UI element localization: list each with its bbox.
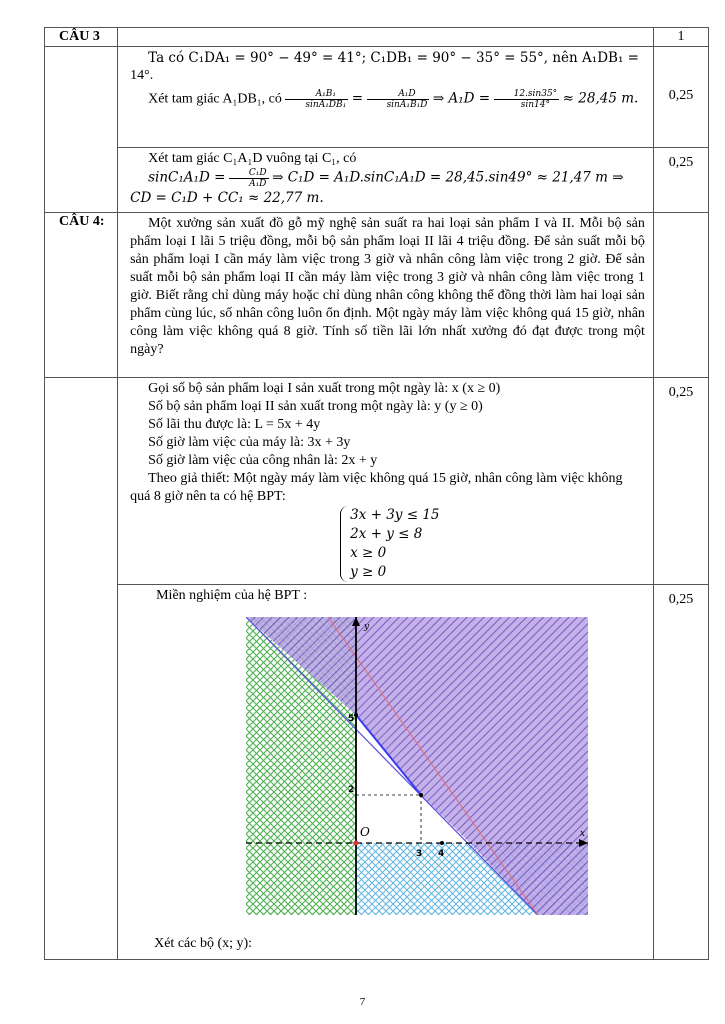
cau3-part1-score: 0,25 [653,47,708,148]
solution-region-graph [246,617,588,915]
cau3-part2-score: 0,25 [653,148,708,213]
solution-line: Số giờ làm việc của công nhân là: 2x + y [148,453,378,468]
cau3-sine-law-line: Xét tam giác A₁DB₁, có $\frac{\text{A₁B₁}}{\text{sinA₁DB₁}}$ = $\frac{\text{A₁D}}{\text{sinA₁B₁D}}$ ⇒ A₁D = $\frac{12.\sin 35^\circ}{\sin 14^\circ}$ ≈ 28,45 m. [148,89,639,110]
cau3-part2-row [45,148,709,213]
cau4-solution2-row [45,585,709,960]
brace-icon [340,506,349,582]
y-axis-label: y [364,622,370,632]
cau3-angle-line-cont: 14°. [130,68,154,83]
cau4-problem-row [45,213,709,378]
cau3-right-triangle-line: Xét tam giác C₁A₁D vuông tại C₁, có [148,151,357,166]
cau3-label: CÂU 3 [45,28,118,47]
inequality: x ≥ 0 [350,545,387,561]
tick-x4: 4 [438,849,445,859]
cau3-angle-line: Ta có C₁DA₁ = 90° − 49° = 41°; C₁DB₁ = 90° − 35° = 55°, nên A₁DB₁ = [148,50,639,66]
cau4-solution1-row [45,378,709,585]
region-title: Miền nghiệm của hệ BPT : [156,588,308,603]
fraction: $\frac{\text{A₁D}}{\text{sinA₁B₁D}}$ [367,89,430,110]
cau3-score-total: 1 [653,28,708,47]
cau3-part1-row [45,47,709,148]
fraction: $\frac{\text{C₁D}}{\text{A₁D}}$ [229,168,269,189]
x-axis-label: x [580,829,586,839]
solution-line: Số lãi thu được là: L = 5x + 4y [148,417,321,432]
inequality-system [340,506,645,582]
inequality: y ≥ 0 [350,564,387,580]
fraction: $\frac{12.\sin 35^\circ}{\sin 14^\circ}$ [494,89,560,110]
cau4-problem-text: Một xưởng sản xuất đồ gỗ mỹ nghệ sản suất ra hai loại sản phẩm I và II. Mỗi bộ sản phẩm loại I lãi 5 triệu đồng, mỗi bộ sản phẩm loại II lãi 4 triệu đồng. Để sản suất mỗi bộ sản phẩm loại I cần máy làm việc trong 3 giờ và nhân công làm việc trong 2 giờ. Để sản suất mỗi bộ sản phẩm loại II cần máy làm việc trong 3 giờ và nhân công làm việc trong 1 giờ. Biết rằng chỉ dùng máy hoặc chỉ dùng nhân công không thể đồng thời làm hai loại sản phẩm cùng lúc, số nhân công luôn ổn định. Một ngày máy làm việc không quá 15 giờ, nhân công làm việc không quá 8 giờ. Tính số tiền lãi lớn nhất xưởng đó đạt được trong một ngày? [130,216,645,357]
origin-label: O [360,825,370,839]
inequality: 3x + 3y ≤ 15 [350,507,440,523]
premise-text: Theo giả thiết: Một ngày máy làm việc không quá 15 giờ, nhân công làm việc không quá 8 giờ nên ta có hệ BPT: [130,471,623,504]
region-footer: Xét các bộ (x; y): [154,936,253,951]
inequality: 2x + y ≤ 8 [350,526,423,542]
tick-x3: 3 [416,849,423,859]
cau3-result-line: CD = C₁D + CC₁ ≈ 22,77 m. [130,190,324,206]
answer-table [44,27,709,960]
cau4-label: CÂU 4: [45,213,118,378]
cau4-sol2-score: 0,25 [653,585,708,960]
fraction: $\frac{\text{A₁B₁}}{\text{sinA₁DB₁}}$ [285,89,348,110]
cau3-cd-calc-line: sinC₁A₁D = $\frac{\text{C₁D}}{\text{A₁D}}$ ⇒ C₁D = A₁D.sinC₁A₁D = 28,45.sin49° ≈ 21,47 m ⇒ [148,168,624,189]
solution-line: Số bộ sản phẩm loại II sản xuất trong một ngày là: y (y ≥ 0) [148,399,483,414]
tick-y5: 5 [348,714,355,724]
page-number: 7 [359,996,366,1008]
solution-line: Gọi số bộ sản phẩm loại I sản xuất trong một ngày là: x (x ≥ 0) [148,381,501,396]
answer-sheet [44,27,709,960]
solution-line: Số giờ làm việc của máy là: 3x + 3y [148,435,351,450]
cau4-sol1-score: 0,25 [653,378,708,585]
cau3-header-row [45,28,709,47]
tick-y2: 2 [348,785,355,795]
